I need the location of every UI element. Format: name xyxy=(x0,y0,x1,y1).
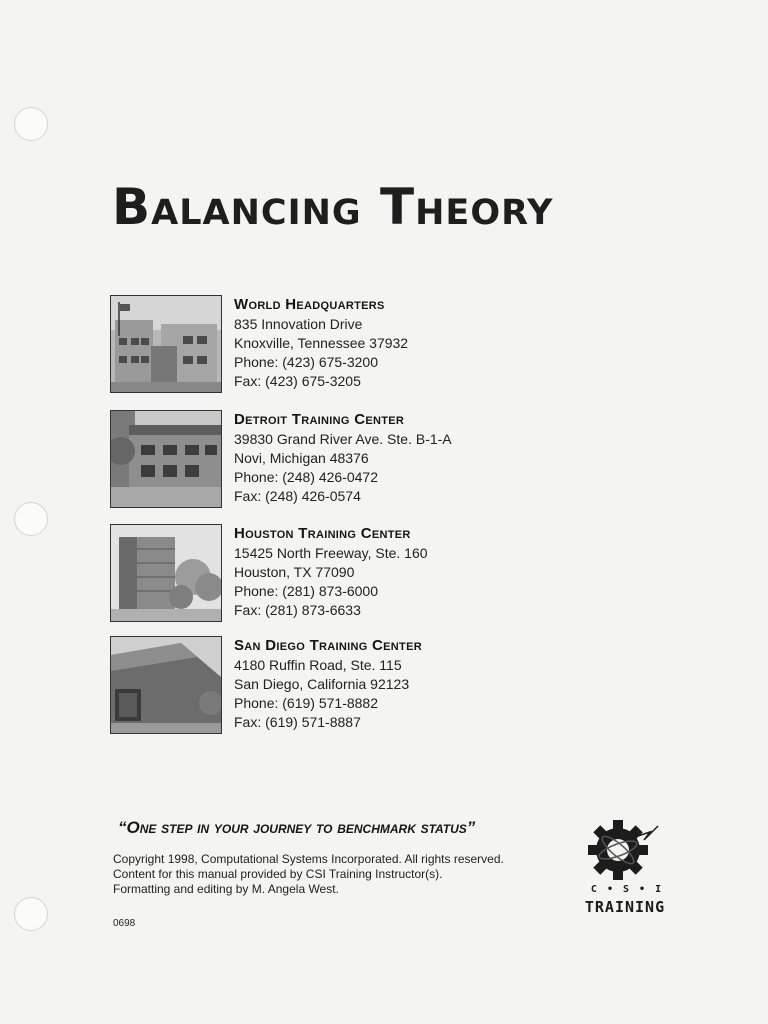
location-name: Detroit Training Center xyxy=(234,411,405,428)
location-info xyxy=(234,524,428,620)
city-line: Knoxville, Tennessee 37932 xyxy=(234,335,409,351)
houston-building-photo xyxy=(110,524,222,622)
detroit-building-photo xyxy=(110,410,222,508)
punch-hole-middle xyxy=(14,502,48,536)
address-line: 39830 Grand River Ave. Ste. B-1-A xyxy=(234,431,452,447)
copyright-line: Copyright 1998, Computational Systems Incorporated. All rights reserved. xyxy=(113,852,504,866)
punch-hole-bottom xyxy=(14,897,48,931)
logo-csi-text: C • S • I xyxy=(590,884,664,895)
fax-line: Fax: (248) 426-0574 xyxy=(234,488,361,504)
punch-hole-top xyxy=(14,107,48,141)
phone-line: Phone: (281) 873-6000 xyxy=(234,583,378,599)
location-name: Houston Training Center xyxy=(234,525,411,542)
location-info xyxy=(234,410,452,506)
fax-line: Fax: (281) 873-6633 xyxy=(234,602,361,618)
page-title: Balancing Theory xyxy=(112,178,554,236)
city-line: Houston, TX 77090 xyxy=(234,564,355,580)
location-info xyxy=(234,295,408,391)
gear-logo-icon xyxy=(588,814,664,884)
san-diego-building-photo xyxy=(110,636,222,734)
copyright-block xyxy=(113,852,504,897)
phone-line: Phone: (423) 675-3200 xyxy=(234,354,378,370)
city-line: Novi, Michigan 48376 xyxy=(234,450,369,466)
headquarters-building-photo xyxy=(110,295,222,393)
content-credit-line: Content for this manual provided by CSI Training Instructor(s). xyxy=(113,867,443,881)
address-line: 15425 North Freeway, Ste. 160 xyxy=(234,545,428,561)
location-houston xyxy=(110,524,670,624)
location-san-diego xyxy=(110,636,670,736)
editing-credit-line: Formatting and editing by M. Angela West. xyxy=(113,882,339,896)
location-name: San Diego Training Center xyxy=(234,637,422,654)
fax-line: Fax: (423) 675-3205 xyxy=(234,373,361,389)
phone-line: Phone: (619) 571-8882 xyxy=(234,695,378,711)
fax-line: Fax: (619) 571-8887 xyxy=(234,714,361,730)
city-line: San Diego, California 92123 xyxy=(234,676,410,692)
slogan: “One step in your journey to benchmark status” xyxy=(118,818,476,837)
address-line: 835 Innovation Drive xyxy=(234,316,363,332)
location-detroit xyxy=(110,410,670,510)
location-name: World Headquarters xyxy=(234,296,385,313)
location-info xyxy=(234,636,422,732)
logo-training-text: TRAINING xyxy=(584,898,666,916)
address-line: 4180 Ruffin Road, Ste. 115 xyxy=(234,657,402,673)
document-code: 0698 xyxy=(113,918,136,929)
phone-line: Phone: (248) 426-0472 xyxy=(234,469,378,485)
location-world-headquarters xyxy=(110,295,670,395)
